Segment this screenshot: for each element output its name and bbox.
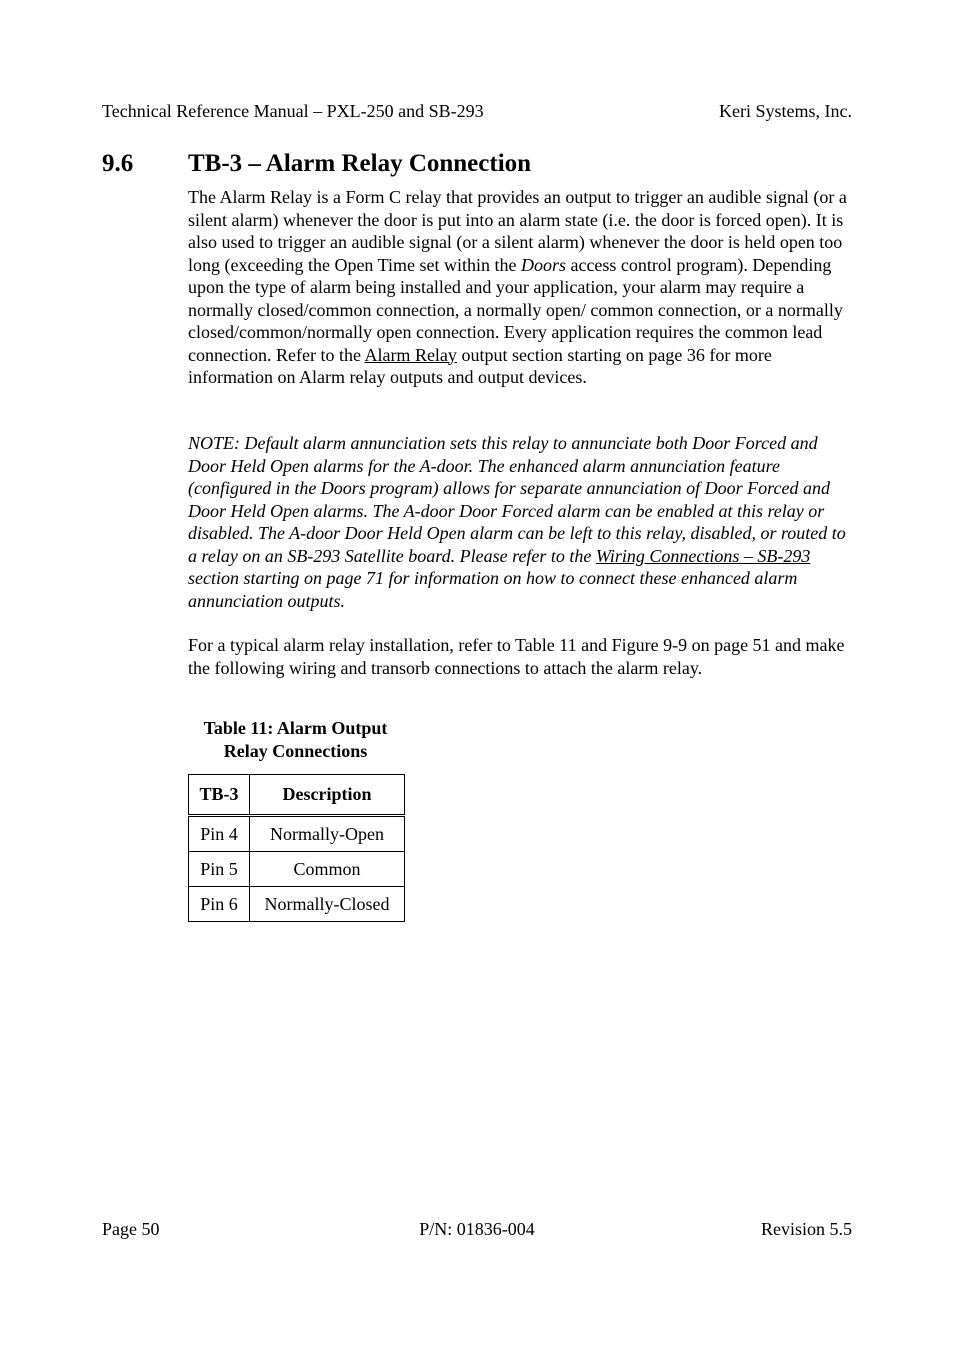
table-header-row bbox=[189, 775, 405, 816]
page-number: Page 50 bbox=[102, 1219, 160, 1239]
table-caption bbox=[188, 717, 403, 763]
intro-text-1: The Alarm Relay is a Form C relay that provides an output to trigger an audible signal (or a silent alarm) whenever the door is put into an alarm state (i.e. the door is forced open). It is also used to trigger an audible signal (or a silent alarm) whenever the door is held open too long (exceeding the Open Time set within the bbox=[188, 187, 847, 275]
installation-paragraph: For a typical alarm relay installation, refer to Table 11 and Figure 9-9 on page 51 and make the following wiring and transorb connections to attach the alarm relay. bbox=[188, 635, 845, 678]
table-caption-line-2: Relay Connections bbox=[223, 741, 368, 761]
table-cell-description: Normally-Open bbox=[250, 816, 405, 852]
table-cell-pin: Pin 6 bbox=[189, 887, 250, 922]
part-number: P/N: 01836-004 bbox=[419, 1219, 535, 1239]
intro-text-3: output section starting on page 36 for more information on Alarm relay outputs and output devices. bbox=[188, 344, 772, 387]
note-text-1: NOTE: Default alarm annunciation sets this relay to annunciate both Door Forced and Door Held Open alarms for the A-door. The enhanced alarm annunciation feature (configured in the Doors program) allows for separate annunciation of Door Forced and Door Held Open alarms. The A-door Door Forced alarm can be enabled at this relay or disabled. The A-door Door Held Open alarm can be left to this relay, disabled, or routed to a relay on an SB-293 Satellite board. Please refer to the bbox=[188, 433, 846, 566]
intro-paragraph bbox=[188, 186, 853, 389]
table-caption-line-1: Table 11: Alarm Output bbox=[203, 718, 388, 738]
table-cell-description: Common bbox=[250, 852, 405, 887]
alarm-relay-table bbox=[188, 774, 405, 922]
intro-text-2: access control program). Depending upon the type of alarm being installed and your application, your alarm may require a normally closed/common connection, a normally open/ common connection, or a normally closed/common/normally open connection. Every application requires the common lead connection. Refer to the bbox=[188, 254, 843, 365]
table-cell-pin: Pin 5 bbox=[189, 852, 250, 887]
section-title: TB-3 – Alarm Relay Connection bbox=[188, 150, 532, 177]
table-header-description: Description bbox=[250, 775, 405, 816]
note-paragraph bbox=[188, 432, 853, 612]
alarm-relay-link[interactable]: Alarm Relay bbox=[364, 344, 457, 365]
table-row bbox=[189, 887, 405, 922]
header-company: Keri Systems, Inc. bbox=[719, 101, 852, 121]
table-header-tb3: TB-3 bbox=[189, 775, 250, 816]
note-text-2: section starting on page 71 for information on how to connect these enhanced alarm annunciation outputs. bbox=[188, 568, 798, 611]
table-cell-description: Normally-Closed bbox=[250, 887, 405, 922]
wiring-connections-link[interactable]: Wiring Connections – SB-293 bbox=[595, 545, 811, 566]
section-number: 9.6 bbox=[102, 150, 134, 177]
doors-program-name: Doors bbox=[520, 254, 566, 275]
table-cell-pin: Pin 4 bbox=[189, 816, 250, 852]
header-title: Technical Reference Manual – PXL-250 and SB-293 bbox=[102, 101, 484, 121]
table-row bbox=[189, 816, 405, 852]
table-row bbox=[189, 852, 405, 887]
revision: Revision 5.5 bbox=[760, 1219, 852, 1239]
